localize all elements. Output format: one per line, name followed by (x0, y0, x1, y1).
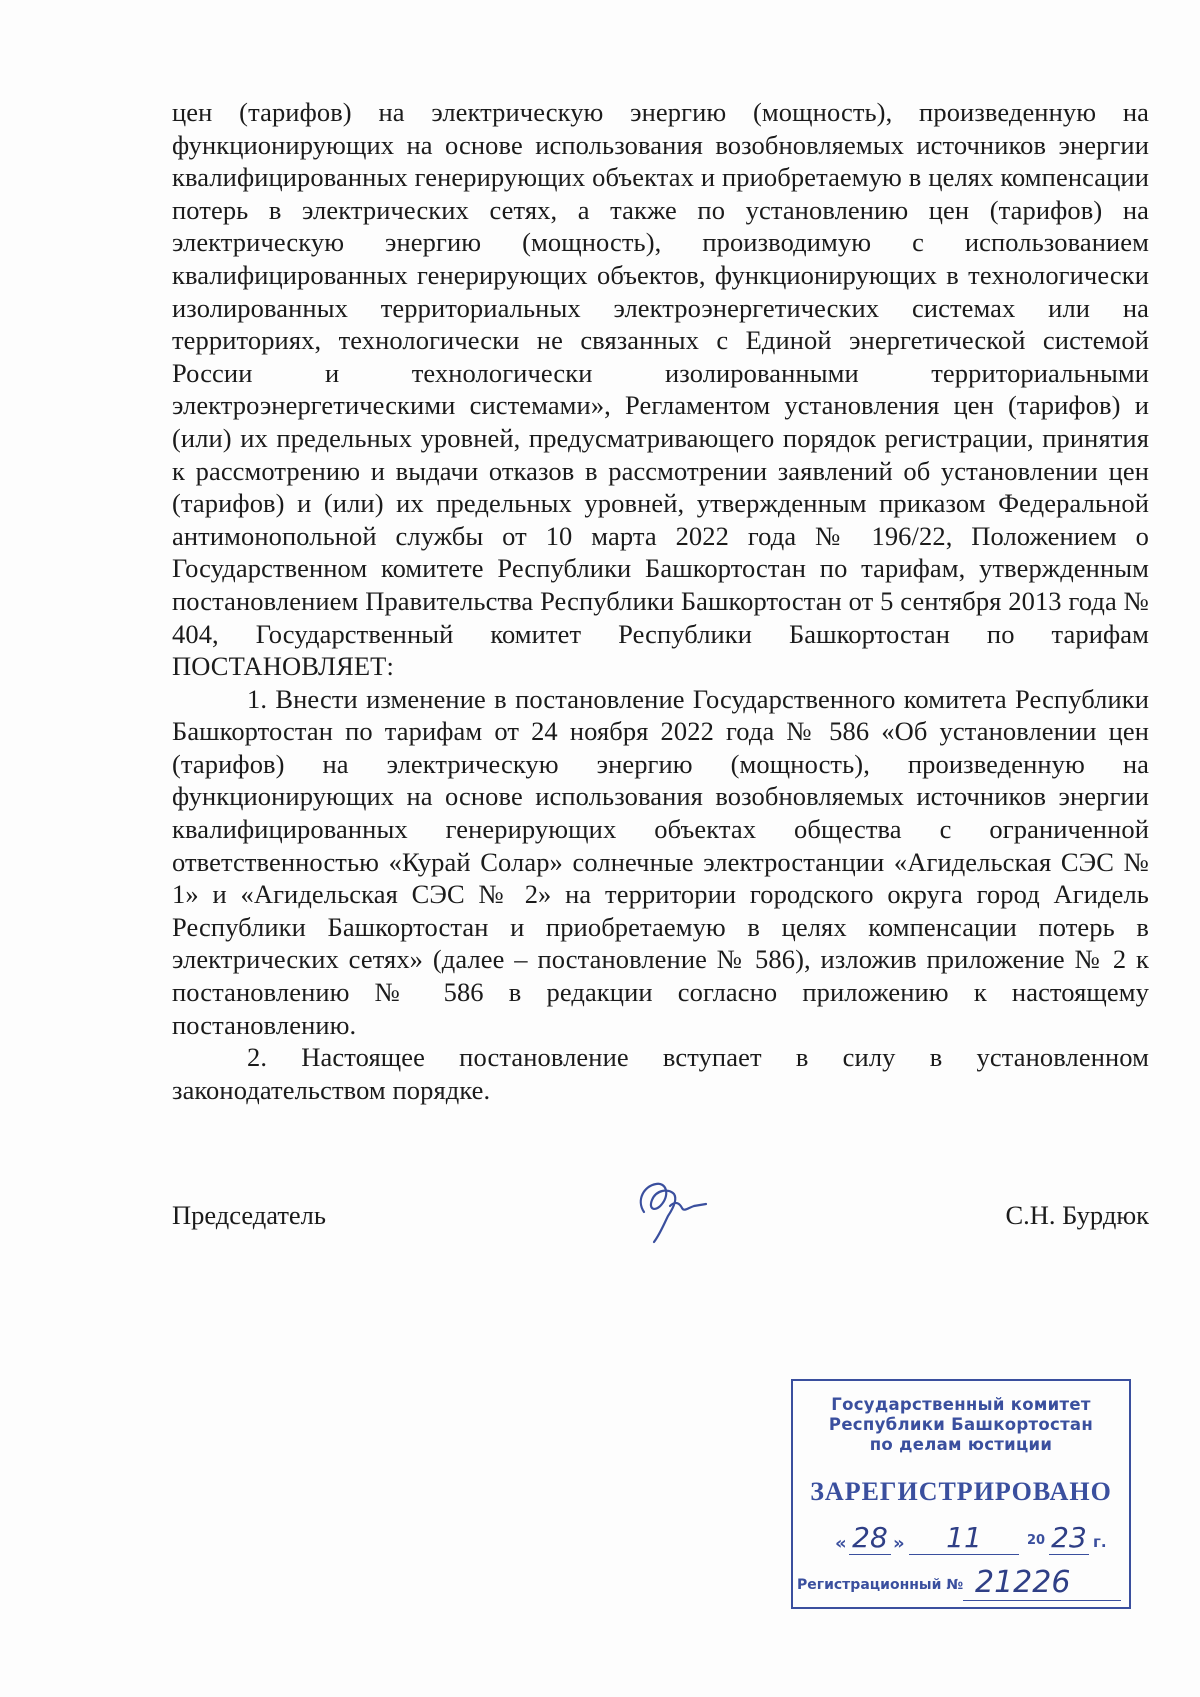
stamp-number-value: 21226 (963, 1565, 1121, 1601)
handwritten-signature (622, 1160, 712, 1250)
resolution-body (172, 96, 1149, 1106)
stamp-organization (793, 1395, 1129, 1455)
stamp-registration-number (797, 1565, 1127, 1601)
stamp-org-line: Республики Башкортостан (828, 1415, 1094, 1434)
preamble-paragraph: цен (тарифов) на электрическую энергию (мощность), произведенную на функционирующих на основе использования возобновляемых источников энергии квалифицированных генерирующих объектах и приобретаемую в целях компенсации потерь в электрических сетях, а также по установлению цен (тарифов) на электрическую энергию (мощность), производимую с использованием квалифицированных генерирующих объектов, функционирующих в технологически изолированных территориальных электроэнергетических системах или на территориях, технологически не связанных с Единой энергетической системой России и технологически изолированными территориальными электроэнергетическими системами», Регламентом установления цен (тарифов) и (или) их предельных уровней, предусматривающего порядок регистрации, принятия к рассмотрению и выдачи отказов в рассмотрении заявлений об установлении цен (тарифов) и (или) их предельных уровней, утвержденным приказом Федеральной антимонопольной службы от 10 марта 2022 года № 196/22, Положением о Государственном комитете Республики Башкортостан по тарифам, утвержденным постановлением Правительства Республики Башкортостан от 5 сентября 2013 года № 404, Государственный комитет Республики Башкортостан по тарифам ПОСТАНОВЛЯЕТ: (172, 97, 1149, 682)
stamp-century: 20 (1027, 1533, 1046, 1548)
signatory-name: С.Н. Бурдюк (1005, 1200, 1149, 1230)
stamp-year: 23 (1049, 1521, 1089, 1555)
stamp-day: 28 (849, 1521, 891, 1555)
stamp-quote-close: » (893, 1533, 905, 1554)
stamp-org-line: по делам юстиции (869, 1435, 1053, 1454)
signatory-title: Председатель (172, 1200, 326, 1230)
stamp-number-label: Регистрационный № (797, 1577, 964, 1593)
stamp-date (831, 1521, 1111, 1557)
stamp-registered-label: ЗАРЕГИСТРИРОВАНО (810, 1477, 1112, 1506)
stamp-month: 11 (909, 1521, 1019, 1555)
stamp-org-line: Государственный комитет (831, 1395, 1091, 1414)
stamp-quote-open: « (835, 1533, 847, 1554)
clause-2-paragraph: 2. Настоящее постановление вступает в силу в установленном законодательством порядке. (172, 1042, 1149, 1105)
signature-block (172, 1200, 1149, 1260)
registration-stamp (791, 1379, 1131, 1609)
clause-1-paragraph: 1. Внести изменение в постановление Государственного комитета Республики Башкортостан по тарифам от 24 ноября 2022 года № 586 «Об установлении цен (тарифов) на электрическую энергию (мощность), произведенную на функционирующих на основе использования возобновляемых источников энергии квалифицированных генерирующих объектах общества с ограниченной ответственностью «Курай Солар» солнечные электростанции «Агидельская СЭС № 1» и «Агидельская СЭС № 2» на территории городского округа город Агидель Республики Башкортостан и приобретаемую в целях компенсации потерь в электрических сетях» (далее – постановление № 586), изложив приложение № 2 к постановлению № 586 в редакции согласно приложению к настоящему постановлению. (172, 683, 1149, 1040)
stamp-year-suffix: г. (1093, 1533, 1107, 1551)
